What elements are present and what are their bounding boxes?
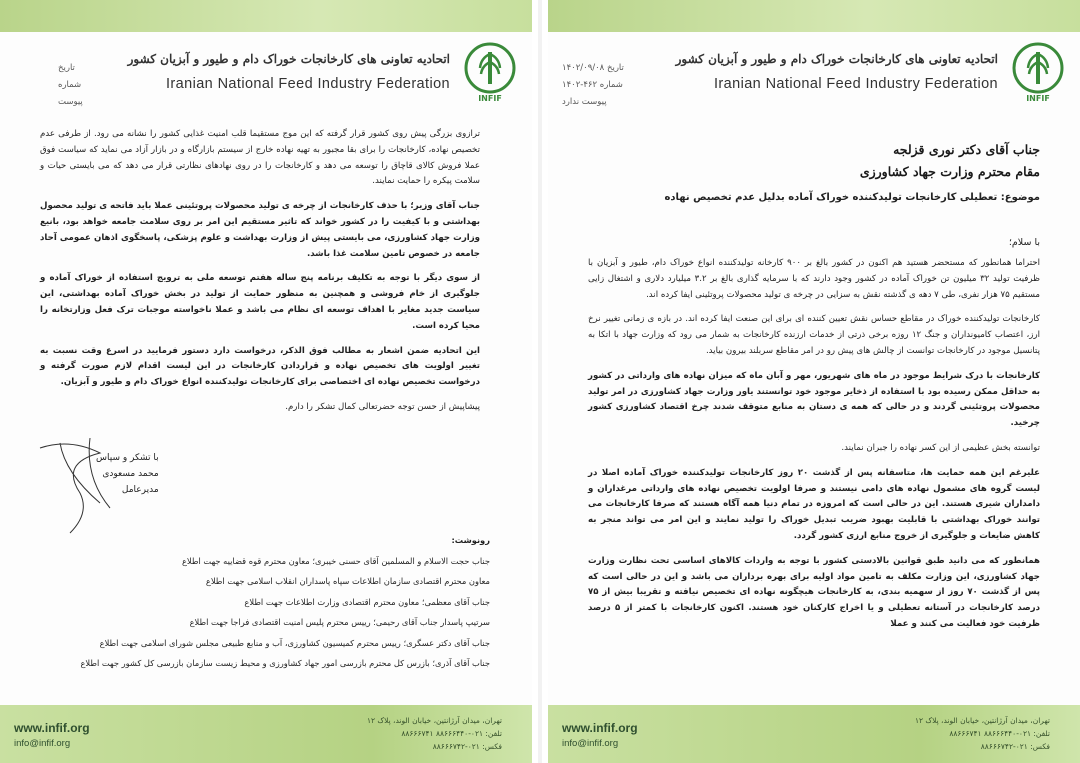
cc-title: رونوشت:	[451, 535, 490, 545]
meta-attachment: پیوست	[58, 97, 83, 107]
footer-phone: تلفن: ۰۲۱-۸۸۶۶۶۴۴۰ ۸۸۶۶۶۷۴۱	[401, 729, 502, 738]
addressee-block	[860, 139, 1040, 183]
cc-item: سرتیپ پاسدار جناب آقای رحیمی؛ رییس محترم پلیس امنیت اقتصادی فراجا جهت اطلاع	[189, 617, 490, 627]
federation-logo-icon	[1008, 40, 1068, 104]
paragraph: کارخانجات با درک شرایط موجود در ماه های شهریور، مهر و آبان ماه که میزان نهاده های وارداتی در کشور به حداقل ممکن رسیده بود با استفاده از ذخایر موجود خود توانستند یاور وزارت جهاد کشاورزی در امر تولید محصولات پروتئینی گردند و در حالی که همه ی دستان به منابع متوقف شدند چرخ اقتصاد کشاورزی کشور چرخید.	[588, 370, 1040, 429]
letter-subject: موضوع: تعطیلی کارخانجات تولیدکننده خوراک آماده بدلیل عدم تخصیص نهاده	[664, 192, 1040, 203]
footer-website[interactable]: www.infif.org	[14, 721, 90, 735]
header-band	[548, 0, 1080, 32]
cc-list	[50, 530, 490, 674]
org-name-fa: اتحادیه تعاونی های کارخانجات خوراک دام و طیور و آبزیان کشور	[675, 52, 998, 66]
footer-address: تهران، میدان آرژانتین، خیابان الوند، پلاک ۱۲	[366, 716, 502, 725]
paragraph: توانسته بخش عظیمی از این کسر نهاده را جبران نمایند.	[841, 442, 1040, 453]
footer-band	[548, 705, 1080, 763]
footer-email[interactable]: info@infif.org	[14, 738, 71, 749]
letter-body-page1	[588, 256, 1040, 642]
letter-meta	[58, 60, 83, 111]
meta-attachment: پیوست ندارد	[562, 97, 607, 107]
addressee-title: مقام محترم وزارت جهاد کشاورزی	[859, 164, 1040, 179]
letter-greeting: با سلام؛	[1008, 237, 1040, 248]
cc-item: جناب آقای معظمی؛ معاون محترم اقتصادی وزارت اطلاعات جهت اطلاع	[244, 596, 490, 607]
addressee-name: جناب آقای دکتر نوری قزلجه	[893, 142, 1040, 157]
footer-address: تهران، میدان آرژانتین، خیابان الوند، پلاک ۱۲	[914, 716, 1050, 725]
org-name-en: Iranian National Feed Industry Federation	[166, 76, 450, 92]
meta-number: شماره	[58, 80, 82, 90]
logo-text: INFIF	[1026, 94, 1050, 103]
meta-date: تاریخ ۱۴۰۲/۰۹/۰۸	[562, 63, 624, 73]
cc-item: معاون محترم اقتصادی سازمان اطلاعات سپاه پاسداران انقلاب اسلامی جهت اطلاع	[205, 576, 490, 586]
header-band	[0, 0, 532, 32]
paragraph: این اتحادیه ضمن اشعار به مطالب فوق الذکر، درخواست دارد دستور فرمایید در اسرع وقت نسبت به تغییر اولویت های تخصیص نهاده و قراردادن کارخانجات در این لیست اقدام لازم صورت گرفته و درخواست تخصیص نهاده ای اختصاصی برای کارخانجات تولیدکننده انواع خوراک دام و طیور و آبزیان.	[40, 345, 480, 388]
letter-page-1	[548, 0, 1080, 763]
signature-thanks: با تشکر و سپاس	[96, 453, 159, 463]
paragraph: ترازوی بزرگی پیش روی کشور قرار گرفته که این موج مستقیما قلب امنیت غذایی کشور را نشانه می رود. از طرفی عدم تخصیص نهاده، کارخانجات را برای بقا مجبور به تهیه نهاده خارج از سیستم بازارگاه و در بازار آزاد می نماید که سیاست فوق عملا فروش کالای قاچاق را توسعه می دهد و کارخانجات را در روی نهادهای نظارتی قرار می دهد که می بایستی حیات و سلامت پیکره را حمایت نمایند.	[40, 129, 480, 187]
letter-body-page2	[40, 127, 480, 425]
paragraph: احتراما همانطور که مستحضر هستید هم اکنون در کشور بالغ بر ۹۰۰ کارخانه تولیدکننده انواع خوراک دام، طیور و آبزیان با ظرفیت تولید ۳۲ میلیون تن خوراک آماده در کشور وجود دارند که با سرمایه گذاری بالغ بر ۳.۲ میلیارد دلاری و اشتغال زایی مستقیم ۷۵ هزار نفری، طی ۷ دهه ی گذشته نقش به سزایی در چرخه ی تولید محصولات پروتئینی ایفا کرده اند.	[588, 258, 1040, 300]
footer-band	[0, 705, 532, 763]
signature-title: مدیرعامل	[121, 485, 159, 495]
signature-block	[96, 450, 159, 498]
footer-contact	[262, 714, 502, 753]
footer-fax: فکس: ۰۲۱-۸۸۶۶۶۷۴۲	[432, 742, 502, 751]
paragraph: پیشاپیش از حسن توجه حضرتعالی کمال تشکر را دارم.	[285, 401, 480, 412]
cc-item: جناب حجت الاسلام و المسلمین آقای حسنی خیبری؛ معاون محترم قوه قضاییه جهت اطلاع	[181, 555, 490, 566]
paragraph: علیرغم این همه حمایت ها، متاسفانه پس از گذشت ۲۰ روز کارخانجات تولیدکننده خوراک آماده اصلا در لیست گروه های مشمول نهاده های دامی نیستند و صرفا اولویت تخصیص نهاده های وارداتی مرغداران و دامداران شیری هستند. این در حالی است که امروزه در تمام دنیا همه آگاه هستند که صرفا کارخانجات می توانند خوراک بهداشتی با قابلیت بهبود ضریب تبدیل خوراک را تولید نمایند و این امر می تواند منجر به کاهش ضایعات و جلوگیری از خروج منابع ارزی کشور گردد.	[588, 467, 1040, 541]
footer-website[interactable]: www.infif.org	[562, 721, 638, 735]
paragraph: کارخانجات تولیدکننده خوراک در مقاطع حساس نقش تعیین کننده ای برای این صنعت ایفا کرده اند. در بازه ی زمانی تغییر نرخ ارز، اعتصاب کامیونداران و جنگ ۱۲ روزه برخی ذرتی از خدمات ارزنده کارخانجات به شمار می رود که وزارت جهاد با اتکا به پتانسیل موجود در کارخانجات توانست از چالش های پیش رو در امر مقاطع سربلند بیرون بیاید.	[588, 314, 1040, 356]
logo-text: INFIF	[478, 94, 502, 103]
org-name-en: Iranian National Feed Industry Federation	[714, 76, 998, 92]
letter-page-2	[0, 0, 532, 763]
page-divider	[538, 0, 542, 763]
cc-item: جناب آقای دکتر عسگری؛ رییس محترم کمیسیون کشاورزی، آب و منابع طبیعی مجلس شورای اسلامی جهت اطلاع	[99, 637, 490, 648]
footer-contact	[810, 714, 1050, 753]
letter-meta	[562, 60, 624, 111]
paragraph: جناب آقای وزیر؛ با حذف کارخانجات از چرخه ی تولید محصولات پروتئینی عملا باید فاتحه ی تولید محصول بهداشتی و با کیفیت را در کشور خواند که تاثیر مستقیم این امر بر روی سلامت جامعه خواهد بود، بانیع وزارت جهاد کشاورزی، می بایستی پیش از وزارت بهداشت و علوم پزشکی، پاسخگوی اذهان عمومی آحاد جامعه در خصوص تامین سلامت غذا باشد.	[40, 201, 480, 259]
cc-item: جناب آقای آذری؛ بازرس کل محترم بازرسی امور جهاد کشاورزی و محیط زیست سازمان بازرسی کل کشور جهت اطلاع	[80, 658, 490, 668]
federation-logo-icon	[460, 40, 520, 104]
footer-fax: فکس: ۰۲۱-۸۸۶۶۶۷۴۲	[980, 742, 1050, 751]
paragraph: همانطور که می دانید طبق قوانین بالادستی کشور با توجه به واردات کالاهای اساسی تحت نظارت وزارت جهاد کشاورزی، این وزارت مکلف به تامین مواد اولیه برای بهره برداران می باشد و این در حالی است که پس از گذشت ۷۰ روز از سهمیه بندی، به کارخانجات هیچگونه نهاده ای تخصیص نیافته و تقریبا بیش از ۷۵ درصد کارخانجات در آستانه تعطیلی و یا اخراج کارکنان خود هستند. اکنون کارخانجات با کمتر از ۵ درصد ظرفیت خود فعالیت می کنند و عملا	[588, 555, 1040, 629]
meta-number: شماره ۴۶۲-۱۴۰۲	[562, 80, 623, 90]
footer-phone: تلفن: ۰۲۱-۸۸۶۶۶۴۴۰ ۸۸۶۶۶۷۴۱	[949, 729, 1050, 738]
signature-name: محمد مسعودی	[102, 469, 159, 479]
meta-date: تاریخ	[58, 63, 75, 73]
footer-email[interactable]: info@infif.org	[562, 738, 619, 749]
org-name-fa: اتحادیه تعاونی های کارخانجات خوراک دام و طیور و آبزیان کشور	[127, 52, 450, 66]
paragraph: از سوی دیگر با توجه به تکلیف برنامه پنج ساله هفتم توسعه ملی به ترویج استفاده از خوراک آماده و جلوگیری از خام فروشی و همچنین به منظور حمایت از تولید در بخش خوراک آماده بهداشتی، این سیاست جدید مغایر با اهداف توسعه ای نظام می باشد و عملا ناخواسته موجبات ترک فعل وزارتخانه را محیا کرده است.	[40, 273, 480, 331]
